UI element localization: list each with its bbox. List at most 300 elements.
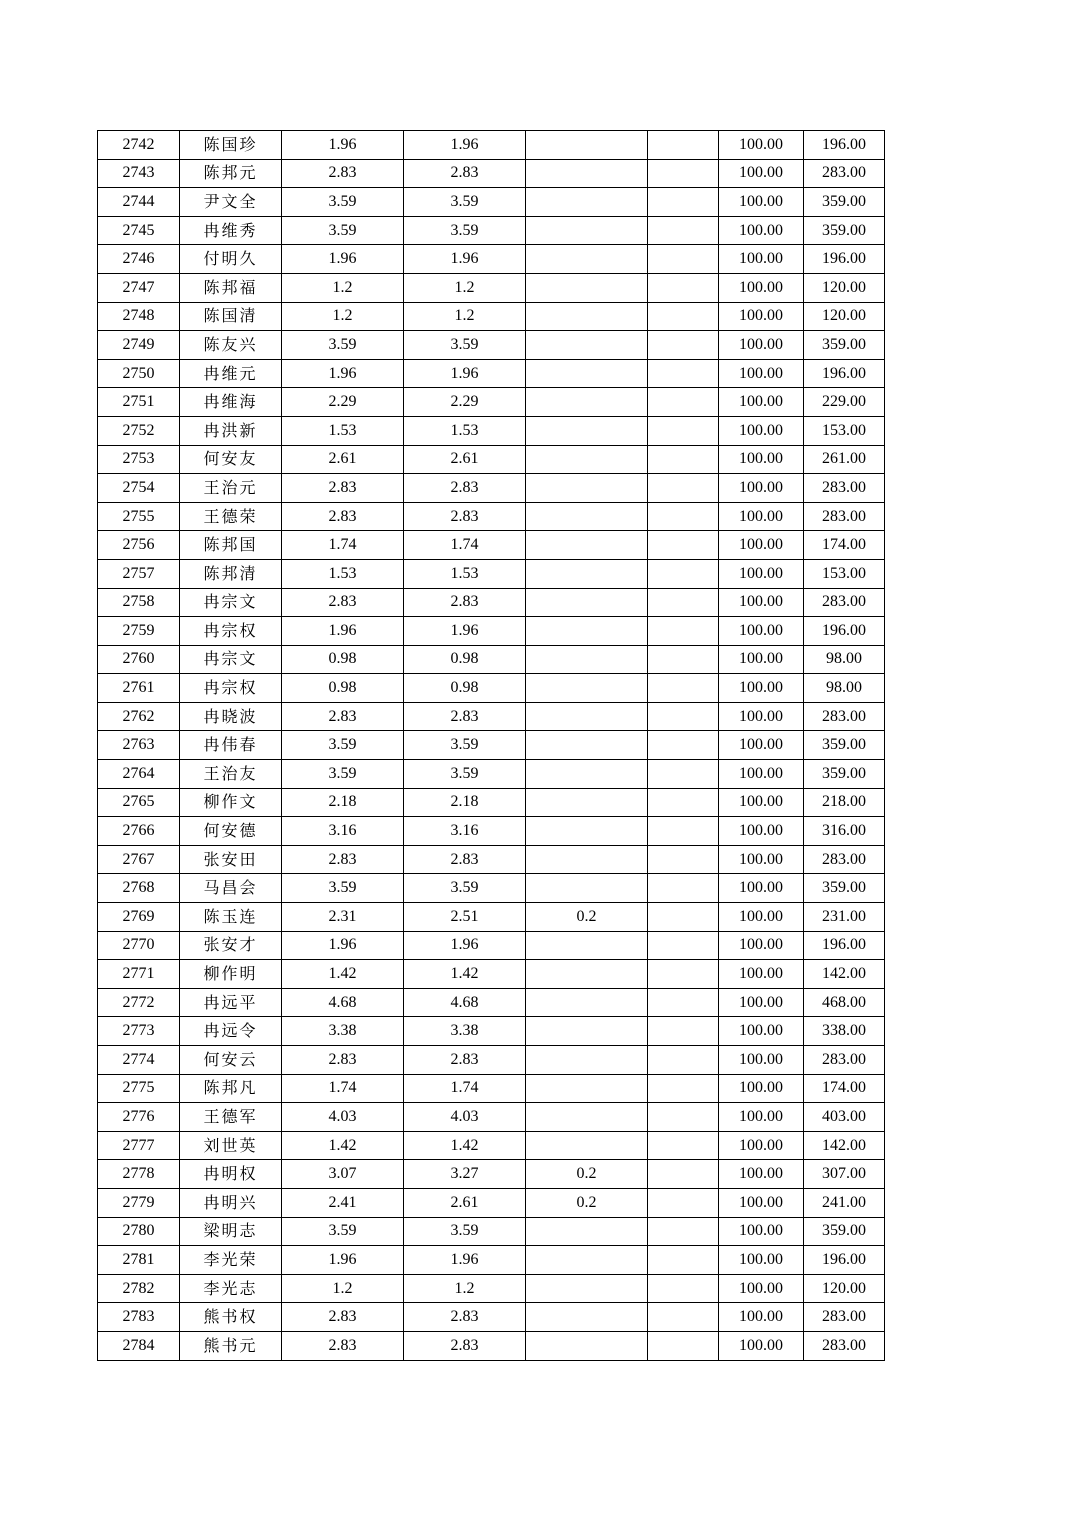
row-name-cell: 陈国珍: [180, 131, 282, 160]
row-name-cell: 陈邦福: [180, 273, 282, 302]
row-id-cell: 2783: [98, 1303, 180, 1332]
row-area-b-cell: 4.03: [404, 1103, 526, 1132]
row-diff-cell: [526, 1331, 648, 1360]
row-extra-cell: [648, 702, 719, 731]
row-amount-cell: 153.00: [804, 416, 885, 445]
row-area-b-cell: 1.96: [404, 245, 526, 274]
row-name-cell: 张安才: [180, 931, 282, 960]
row-diff-cell: [526, 159, 648, 188]
row-rate-cell: 100.00: [719, 331, 804, 360]
row-area-b-cell: 0.98: [404, 645, 526, 674]
row-id-cell: 2770: [98, 931, 180, 960]
row-area-b-cell: 2.61: [404, 1188, 526, 1217]
row-diff-cell: [526, 273, 648, 302]
row-area-a-cell: 2.83: [282, 1331, 404, 1360]
row-area-a-cell: 2.41: [282, 1188, 404, 1217]
row-name-cell: 熊书权: [180, 1303, 282, 1332]
row-extra-cell: [648, 245, 719, 274]
row-amount-cell: 231.00: [804, 903, 885, 932]
row-extra-cell: [648, 588, 719, 617]
table-row: [98, 416, 885, 445]
row-id-cell: 2771: [98, 960, 180, 989]
row-amount-cell: 359.00: [804, 188, 885, 217]
row-name-cell: 何安德: [180, 817, 282, 846]
row-id-cell: 2778: [98, 1160, 180, 1189]
row-diff-cell: [526, 845, 648, 874]
row-area-a-cell: 0.98: [282, 674, 404, 703]
row-area-a-cell: 3.59: [282, 760, 404, 789]
row-area-a-cell: 1.96: [282, 131, 404, 160]
row-area-b-cell: 3.38: [404, 1017, 526, 1046]
row-id-cell: 2767: [98, 845, 180, 874]
row-rate-cell: 100.00: [719, 474, 804, 503]
ledger-table: [97, 130, 885, 1361]
row-area-b-cell: 1.96: [404, 359, 526, 388]
row-amount-cell: 359.00: [804, 1217, 885, 1246]
row-area-b-cell: 2.51: [404, 903, 526, 932]
row-name-cell: 梁明志: [180, 1217, 282, 1246]
row-extra-cell: [648, 302, 719, 331]
row-amount-cell: 316.00: [804, 817, 885, 846]
row-extra-cell: [648, 359, 719, 388]
row-rate-cell: 100.00: [719, 388, 804, 417]
row-area-b-cell: 2.83: [404, 1303, 526, 1332]
row-amount-cell: 196.00: [804, 359, 885, 388]
row-area-b-cell: 2.83: [404, 159, 526, 188]
row-name-cell: 冉晓波: [180, 702, 282, 731]
table-row: [98, 1274, 885, 1303]
row-name-cell: 熊书元: [180, 1331, 282, 1360]
row-area-b-cell: 1.96: [404, 1246, 526, 1275]
row-amount-cell: 174.00: [804, 1074, 885, 1103]
row-name-cell: 陈邦凡: [180, 1074, 282, 1103]
row-area-a-cell: 2.31: [282, 903, 404, 932]
row-amount-cell: 283.00: [804, 588, 885, 617]
row-area-b-cell: 3.59: [404, 331, 526, 360]
table-row: [98, 760, 885, 789]
row-area-b-cell: 0.98: [404, 674, 526, 703]
table-row: [98, 617, 885, 646]
row-name-cell: 陈邦元: [180, 159, 282, 188]
table-row: [98, 388, 885, 417]
row-id-cell: 2742: [98, 131, 180, 160]
row-extra-cell: [648, 788, 719, 817]
row-extra-cell: [648, 331, 719, 360]
row-name-cell: 李光志: [180, 1274, 282, 1303]
row-name-cell: 陈友兴: [180, 331, 282, 360]
row-rate-cell: 100.00: [719, 817, 804, 846]
row-diff-cell: [526, 188, 648, 217]
row-extra-cell: [648, 931, 719, 960]
row-area-a-cell: 2.83: [282, 474, 404, 503]
row-id-cell: 2745: [98, 216, 180, 245]
row-rate-cell: 100.00: [719, 1103, 804, 1132]
row-area-b-cell: 2.83: [404, 588, 526, 617]
row-area-b-cell: 1.53: [404, 416, 526, 445]
row-rate-cell: 100.00: [719, 445, 804, 474]
row-rate-cell: 100.00: [719, 960, 804, 989]
table-row: [98, 1017, 885, 1046]
row-name-cell: 陈国清: [180, 302, 282, 331]
row-id-cell: 2760: [98, 645, 180, 674]
row-area-a-cell: 4.68: [282, 988, 404, 1017]
row-diff-cell: [526, 1046, 648, 1075]
row-id-cell: 2757: [98, 559, 180, 588]
row-diff-cell: [526, 474, 648, 503]
row-extra-cell: [648, 188, 719, 217]
row-diff-cell: [526, 702, 648, 731]
row-amount-cell: 120.00: [804, 273, 885, 302]
row-id-cell: 2777: [98, 1131, 180, 1160]
row-diff-cell: [526, 559, 648, 588]
row-area-b-cell: 2.83: [404, 1046, 526, 1075]
row-area-b-cell: 2.83: [404, 845, 526, 874]
row-name-cell: 冉远平: [180, 988, 282, 1017]
row-diff-cell: [526, 131, 648, 160]
row-amount-cell: 468.00: [804, 988, 885, 1017]
row-id-cell: 2776: [98, 1103, 180, 1132]
row-area-a-cell: 1.96: [282, 931, 404, 960]
row-id-cell: 2758: [98, 588, 180, 617]
row-name-cell: 柳作文: [180, 788, 282, 817]
row-extra-cell: [648, 674, 719, 703]
row-area-a-cell: 2.83: [282, 845, 404, 874]
row-id-cell: 2781: [98, 1246, 180, 1275]
table-row: [98, 188, 885, 217]
row-extra-cell: [648, 903, 719, 932]
row-extra-cell: [648, 388, 719, 417]
row-area-a-cell: 3.59: [282, 1217, 404, 1246]
row-diff-cell: [526, 1246, 648, 1275]
row-rate-cell: 100.00: [719, 702, 804, 731]
row-area-b-cell: 1.42: [404, 1131, 526, 1160]
row-area-a-cell: 2.83: [282, 1046, 404, 1075]
row-diff-cell: 0.2: [526, 1160, 648, 1189]
table-row: [98, 988, 885, 1017]
row-diff-cell: [526, 1103, 648, 1132]
row-amount-cell: 359.00: [804, 216, 885, 245]
row-id-cell: 2769: [98, 903, 180, 932]
row-area-b-cell: 3.59: [404, 874, 526, 903]
row-id-cell: 2752: [98, 416, 180, 445]
row-amount-cell: 196.00: [804, 131, 885, 160]
row-rate-cell: 100.00: [719, 931, 804, 960]
row-id-cell: 2768: [98, 874, 180, 903]
row-area-a-cell: 2.83: [282, 1303, 404, 1332]
row-extra-cell: [648, 416, 719, 445]
row-extra-cell: [648, 474, 719, 503]
row-area-b-cell: 3.16: [404, 817, 526, 846]
row-rate-cell: 100.00: [719, 1017, 804, 1046]
row-area-a-cell: 2.83: [282, 702, 404, 731]
row-diff-cell: [526, 502, 648, 531]
row-name-cell: 冉宗文: [180, 645, 282, 674]
ledger-body: [98, 131, 885, 1361]
table-row: [98, 159, 885, 188]
row-diff-cell: [526, 445, 648, 474]
row-amount-cell: 283.00: [804, 1046, 885, 1075]
row-rate-cell: 100.00: [719, 302, 804, 331]
row-id-cell: 2764: [98, 760, 180, 789]
row-diff-cell: [526, 302, 648, 331]
row-area-b-cell: 3.59: [404, 1217, 526, 1246]
row-extra-cell: [648, 988, 719, 1017]
row-name-cell: 冉维海: [180, 388, 282, 417]
row-id-cell: 2747: [98, 273, 180, 302]
row-area-a-cell: 3.59: [282, 731, 404, 760]
row-name-cell: 冉维秀: [180, 216, 282, 245]
row-amount-cell: 196.00: [804, 245, 885, 274]
row-extra-cell: [648, 159, 719, 188]
table-row: [98, 1331, 885, 1360]
row-rate-cell: 100.00: [719, 188, 804, 217]
row-rate-cell: 100.00: [719, 216, 804, 245]
row-id-cell: 2743: [98, 159, 180, 188]
row-area-a-cell: 1.2: [282, 1274, 404, 1303]
table-row: [98, 302, 885, 331]
row-area-a-cell: 1.96: [282, 1246, 404, 1275]
row-name-cell: 冉明兴: [180, 1188, 282, 1217]
row-area-a-cell: 2.83: [282, 159, 404, 188]
row-area-a-cell: 3.59: [282, 331, 404, 360]
row-amount-cell: 283.00: [804, 474, 885, 503]
row-name-cell: 付明久: [180, 245, 282, 274]
row-rate-cell: 100.00: [719, 617, 804, 646]
row-id-cell: 2775: [98, 1074, 180, 1103]
row-amount-cell: 283.00: [804, 702, 885, 731]
row-name-cell: 王治友: [180, 760, 282, 789]
table-row: [98, 674, 885, 703]
row-rate-cell: 100.00: [719, 273, 804, 302]
row-rate-cell: 100.00: [719, 559, 804, 588]
row-extra-cell: [648, 1131, 719, 1160]
table-row: [98, 931, 885, 960]
row-diff-cell: [526, 645, 648, 674]
row-id-cell: 2753: [98, 445, 180, 474]
table-row: [98, 216, 885, 245]
row-area-a-cell: 3.16: [282, 817, 404, 846]
row-amount-cell: 283.00: [804, 845, 885, 874]
row-rate-cell: 100.00: [719, 903, 804, 932]
row-diff-cell: 0.2: [526, 903, 648, 932]
row-area-b-cell: 1.2: [404, 302, 526, 331]
row-area-b-cell: 2.83: [404, 1331, 526, 1360]
row-rate-cell: 100.00: [719, 645, 804, 674]
table-row: [98, 273, 885, 302]
row-diff-cell: [526, 617, 648, 646]
table-row: [98, 645, 885, 674]
row-diff-cell: [526, 1303, 648, 1332]
row-diff-cell: [526, 216, 648, 245]
row-id-cell: 2744: [98, 188, 180, 217]
row-name-cell: 冉伟春: [180, 731, 282, 760]
row-area-a-cell: 3.07: [282, 1160, 404, 1189]
row-rate-cell: 100.00: [719, 1074, 804, 1103]
row-diff-cell: [526, 1217, 648, 1246]
row-rate-cell: 100.00: [719, 1274, 804, 1303]
row-area-a-cell: 1.74: [282, 1074, 404, 1103]
row-id-cell: 2763: [98, 731, 180, 760]
row-name-cell: 冉洪新: [180, 416, 282, 445]
row-amount-cell: 196.00: [804, 617, 885, 646]
row-rate-cell: 100.00: [719, 588, 804, 617]
row-diff-cell: [526, 960, 648, 989]
row-area-a-cell: 3.59: [282, 188, 404, 217]
table-row: [98, 502, 885, 531]
row-diff-cell: [526, 388, 648, 417]
row-extra-cell: [648, 1074, 719, 1103]
row-area-b-cell: 3.27: [404, 1160, 526, 1189]
row-name-cell: 冉维元: [180, 359, 282, 388]
row-diff-cell: [526, 416, 648, 445]
row-area-a-cell: 3.38: [282, 1017, 404, 1046]
row-diff-cell: [526, 588, 648, 617]
row-diff-cell: [526, 817, 648, 846]
row-rate-cell: 100.00: [719, 416, 804, 445]
row-extra-cell: [648, 1274, 719, 1303]
row-rate-cell: 100.00: [719, 1131, 804, 1160]
row-rate-cell: 100.00: [719, 1188, 804, 1217]
row-id-cell: 2761: [98, 674, 180, 703]
row-amount-cell: 241.00: [804, 1188, 885, 1217]
row-area-a-cell: 1.2: [282, 302, 404, 331]
row-name-cell: 柳作明: [180, 960, 282, 989]
row-area-b-cell: 1.2: [404, 1274, 526, 1303]
row-area-a-cell: 4.03: [282, 1103, 404, 1132]
row-amount-cell: 283.00: [804, 502, 885, 531]
row-extra-cell: [648, 531, 719, 560]
row-amount-cell: 359.00: [804, 760, 885, 789]
row-amount-cell: 359.00: [804, 331, 885, 360]
row-amount-cell: 359.00: [804, 731, 885, 760]
row-diff-cell: [526, 359, 648, 388]
row-extra-cell: [648, 131, 719, 160]
row-id-cell: 2755: [98, 502, 180, 531]
row-extra-cell: [648, 1217, 719, 1246]
table-row: [98, 1131, 885, 1160]
row-amount-cell: 142.00: [804, 1131, 885, 1160]
row-id-cell: 2762: [98, 702, 180, 731]
table-row: [98, 1103, 885, 1132]
row-id-cell: 2774: [98, 1046, 180, 1075]
row-area-b-cell: 3.59: [404, 188, 526, 217]
row-extra-cell: [648, 1188, 719, 1217]
row-amount-cell: 196.00: [804, 931, 885, 960]
row-extra-cell: [648, 216, 719, 245]
row-area-b-cell: 2.61: [404, 445, 526, 474]
row-area-a-cell: 2.83: [282, 588, 404, 617]
row-extra-cell: [648, 731, 719, 760]
table-row: [98, 1046, 885, 1075]
row-rate-cell: 100.00: [719, 988, 804, 1017]
row-name-cell: 冉远令: [180, 1017, 282, 1046]
row-diff-cell: [526, 531, 648, 560]
row-area-b-cell: 3.59: [404, 216, 526, 245]
row-rate-cell: 100.00: [719, 531, 804, 560]
table-row: [98, 245, 885, 274]
row-area-b-cell: 2.83: [404, 702, 526, 731]
row-extra-cell: [648, 874, 719, 903]
row-name-cell: 尹文全: [180, 188, 282, 217]
row-rate-cell: 100.00: [719, 845, 804, 874]
row-rate-cell: 100.00: [719, 788, 804, 817]
row-extra-cell: [648, 645, 719, 674]
row-amount-cell: 261.00: [804, 445, 885, 474]
table-row: [98, 960, 885, 989]
table-row: [98, 903, 885, 932]
row-extra-cell: [648, 1103, 719, 1132]
row-diff-cell: [526, 931, 648, 960]
row-amount-cell: 174.00: [804, 531, 885, 560]
row-amount-cell: 283.00: [804, 159, 885, 188]
row-diff-cell: [526, 1274, 648, 1303]
row-area-b-cell: 3.59: [404, 731, 526, 760]
row-name-cell: 何安友: [180, 445, 282, 474]
row-diff-cell: [526, 1074, 648, 1103]
table-row: [98, 845, 885, 874]
row-diff-cell: [526, 331, 648, 360]
table-row: [98, 474, 885, 503]
row-extra-cell: [648, 502, 719, 531]
row-name-cell: 冉宗文: [180, 588, 282, 617]
row-name-cell: 陈邦清: [180, 559, 282, 588]
row-id-cell: 2782: [98, 1274, 180, 1303]
row-area-a-cell: 2.83: [282, 502, 404, 531]
table-row: [98, 702, 885, 731]
row-id-cell: 2756: [98, 531, 180, 560]
row-name-cell: 陈邦国: [180, 531, 282, 560]
row-rate-cell: 100.00: [719, 1217, 804, 1246]
row-amount-cell: 283.00: [804, 1303, 885, 1332]
row-diff-cell: [526, 245, 648, 274]
row-amount-cell: 403.00: [804, 1103, 885, 1132]
row-id-cell: 2754: [98, 474, 180, 503]
row-amount-cell: 196.00: [804, 1246, 885, 1275]
row-id-cell: 2784: [98, 1331, 180, 1360]
row-area-a-cell: 1.74: [282, 531, 404, 560]
row-rate-cell: 100.00: [719, 1046, 804, 1075]
row-id-cell: 2765: [98, 788, 180, 817]
table-row: [98, 131, 885, 160]
row-extra-cell: [648, 1246, 719, 1275]
row-rate-cell: 100.00: [719, 760, 804, 789]
row-amount-cell: 283.00: [804, 1331, 885, 1360]
row-id-cell: 2748: [98, 302, 180, 331]
table-row: [98, 1188, 885, 1217]
row-diff-cell: [526, 1017, 648, 1046]
row-rate-cell: 100.00: [719, 502, 804, 531]
row-rate-cell: 100.00: [719, 674, 804, 703]
row-name-cell: 冉宗权: [180, 674, 282, 703]
row-amount-cell: 229.00: [804, 388, 885, 417]
table-row: [98, 1160, 885, 1189]
row-extra-cell: [648, 1017, 719, 1046]
row-extra-cell: [648, 1303, 719, 1332]
table-row: [98, 1303, 885, 1332]
row-name-cell: 王德军: [180, 1103, 282, 1132]
row-area-a-cell: 1.53: [282, 559, 404, 588]
row-name-cell: 冉明权: [180, 1160, 282, 1189]
row-area-b-cell: 2.83: [404, 502, 526, 531]
row-area-a-cell: 1.42: [282, 1131, 404, 1160]
row-rate-cell: 100.00: [719, 731, 804, 760]
row-amount-cell: 120.00: [804, 302, 885, 331]
row-diff-cell: [526, 1131, 648, 1160]
row-area-a-cell: 1.2: [282, 273, 404, 302]
row-area-b-cell: 4.68: [404, 988, 526, 1017]
row-diff-cell: [526, 988, 648, 1017]
row-name-cell: 何安云: [180, 1046, 282, 1075]
